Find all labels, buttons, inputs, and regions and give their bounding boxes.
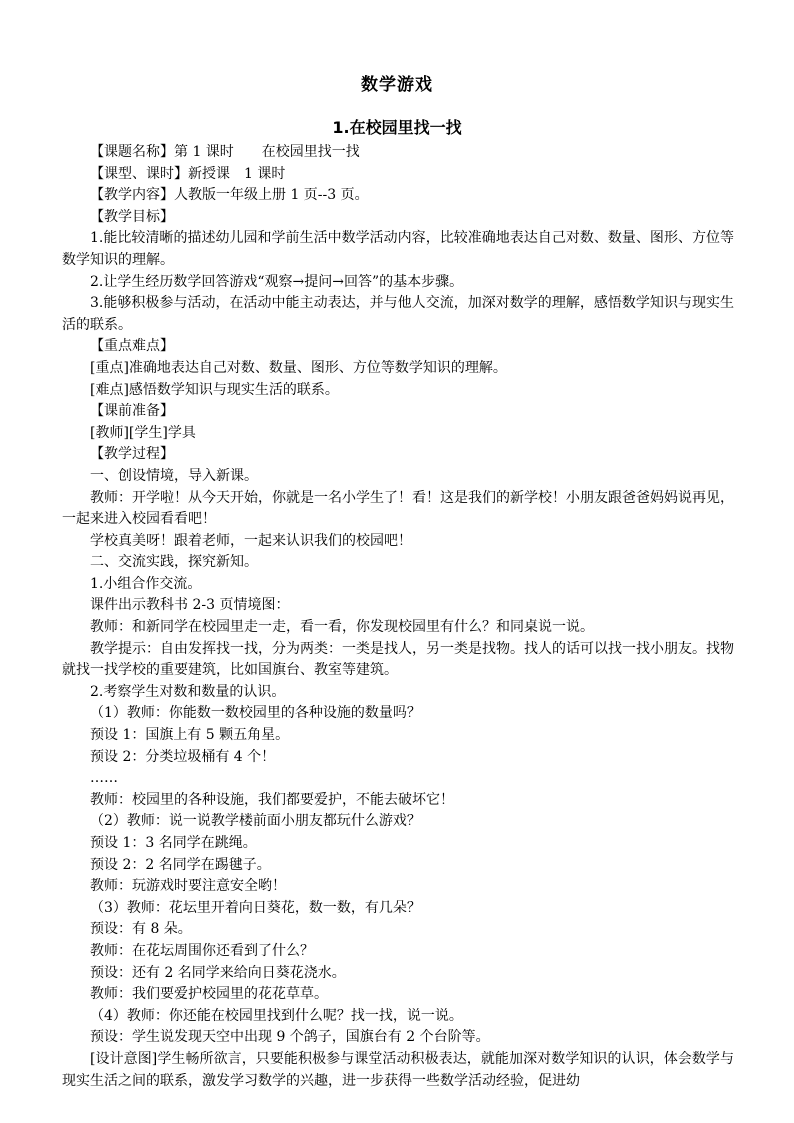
- paragraph: 学校真美呀！跟着老师，一起来认识我们的校园吧！: [90, 532, 412, 549]
- paragraph: 【课前准备】: [90, 403, 174, 420]
- paragraph: ……: [90, 770, 118, 787]
- document-title: 数学游戏: [361, 75, 433, 95]
- paragraph: （3）教师：花坛里开着向日葵花，数一数，有几朵？: [90, 899, 421, 916]
- paragraph: 【教学目标】: [90, 208, 174, 225]
- paragraph: 一、创设情境，导入新课。: [90, 467, 258, 484]
- paragraph: [重点]准确地表达自己对数、数量、图形、方位等数学知识的理解。: [90, 359, 507, 376]
- paragraph: 教师：校园里的各种设施，我们都要爱护，不能去破坏它！: [90, 791, 454, 808]
- paragraph: 二、交流实践，探究新知。: [90, 554, 258, 571]
- paragraph: 教师：开学啦！从今天开始，你就是一名小学生了！看！这是我们的新学校！小朋友跟爸爸妈妈说再见，一起来进入校园看看吧！: [62, 489, 734, 528]
- paragraph: 教学提示：自由发挥找一找，分为两类：一类是找人，另一类是找物。找人的话可以找一找小朋友。找物就找一找学校的重要建筑，比如国旗台、教室等建筑。: [62, 640, 734, 679]
- paragraph: 【课题名称】第 1 课时 在校园里找一找: [90, 144, 360, 160]
- paragraph: 教师：和新同学在校园里走一走，看一看，你发现校园里有什么？和同桌说一说。: [90, 619, 594, 636]
- paragraph: 课件出示教科书 2-3 页情境图：: [90, 597, 290, 614]
- paragraph: 预设 1：国旗上有 5 颗五角星。: [90, 727, 290, 744]
- paragraph: 【重点难点】: [90, 338, 174, 355]
- paragraph: [教师][学生]学具: [90, 424, 196, 441]
- paragraph: 【教学内容】人教版一年级上册 1 页--3 页。: [90, 187, 369, 204]
- paragraph: 预设 2：2 名同学在踢毽子。: [90, 856, 271, 873]
- paragraph: 3.能够积极参与活动，在活动中能主动表达，并与他人交流，加深对数学的理解，感悟数学知识与现实生活的联系。: [62, 295, 734, 333]
- paragraph: 2.让学生经历数学回答游戏“观察→提问→回答”的基本步骤。: [90, 273, 464, 290]
- paragraph: （1）教师：你能数一数校园里的各种设施的数量吗？: [90, 705, 421, 722]
- paragraph: 预设 2：分类垃圾桶有 4 个！: [90, 748, 276, 765]
- paragraph: 【教学过程】: [90, 446, 174, 463]
- paragraph: 1.小组合作交流。: [90, 575, 202, 592]
- paragraph: 预设 1：3 名同学在跳绳。: [90, 835, 257, 851]
- paragraph: （4）教师：你还能在校园里找到什么呢？找一找，说一说。: [90, 1007, 463, 1024]
- paragraph: 教师：玩游戏时要注意安全哟！: [90, 878, 286, 895]
- paragraph: 预设：还有 2 名同学来给向日葵花浇水。: [90, 964, 346, 981]
- document-body: [62, 142, 734, 1092]
- paragraph: 预设：有 8 朵。: [90, 921, 192, 938]
- paragraph: 教师：我们要爱护校园里的花花草草。: [90, 986, 328, 1003]
- paragraph: 预设：学生说发现天空中出现 9 个鸽子，国旗台有 2 个台阶等。: [90, 1029, 490, 1046]
- paragraph: （2）教师：说一说教学楼前面小朋友都玩什么游戏？: [90, 813, 421, 830]
- paragraph: [难点]感悟数学知识与现实生活的联系。: [90, 381, 339, 398]
- paragraph: 1.能比较清晰的描述幼儿园和学前生活中数学活动内容，比较准确地表达自己对数、数量、图形、方位等数学知识的理解。: [62, 230, 734, 268]
- lesson-subtitle: 1.在校园里找一找: [332, 118, 462, 137]
- paragraph: 2.考察学生对数和数量的认识。: [90, 683, 286, 700]
- paragraph: [设计意图]学生畅所欲言，只要能积极参与课堂活动积极表达，就能加深对数学知识的认识，体会数学与现实生活之间的联系，激发学习数学的兴趣，进一步获得一些数学活动经验，促进幼: [62, 1050, 734, 1089]
- paragraph: 教师：在花坛周围你还看到了什么？: [90, 942, 314, 959]
- paragraph: 【课型、课时】新授课 1 课时: [90, 165, 286, 182]
